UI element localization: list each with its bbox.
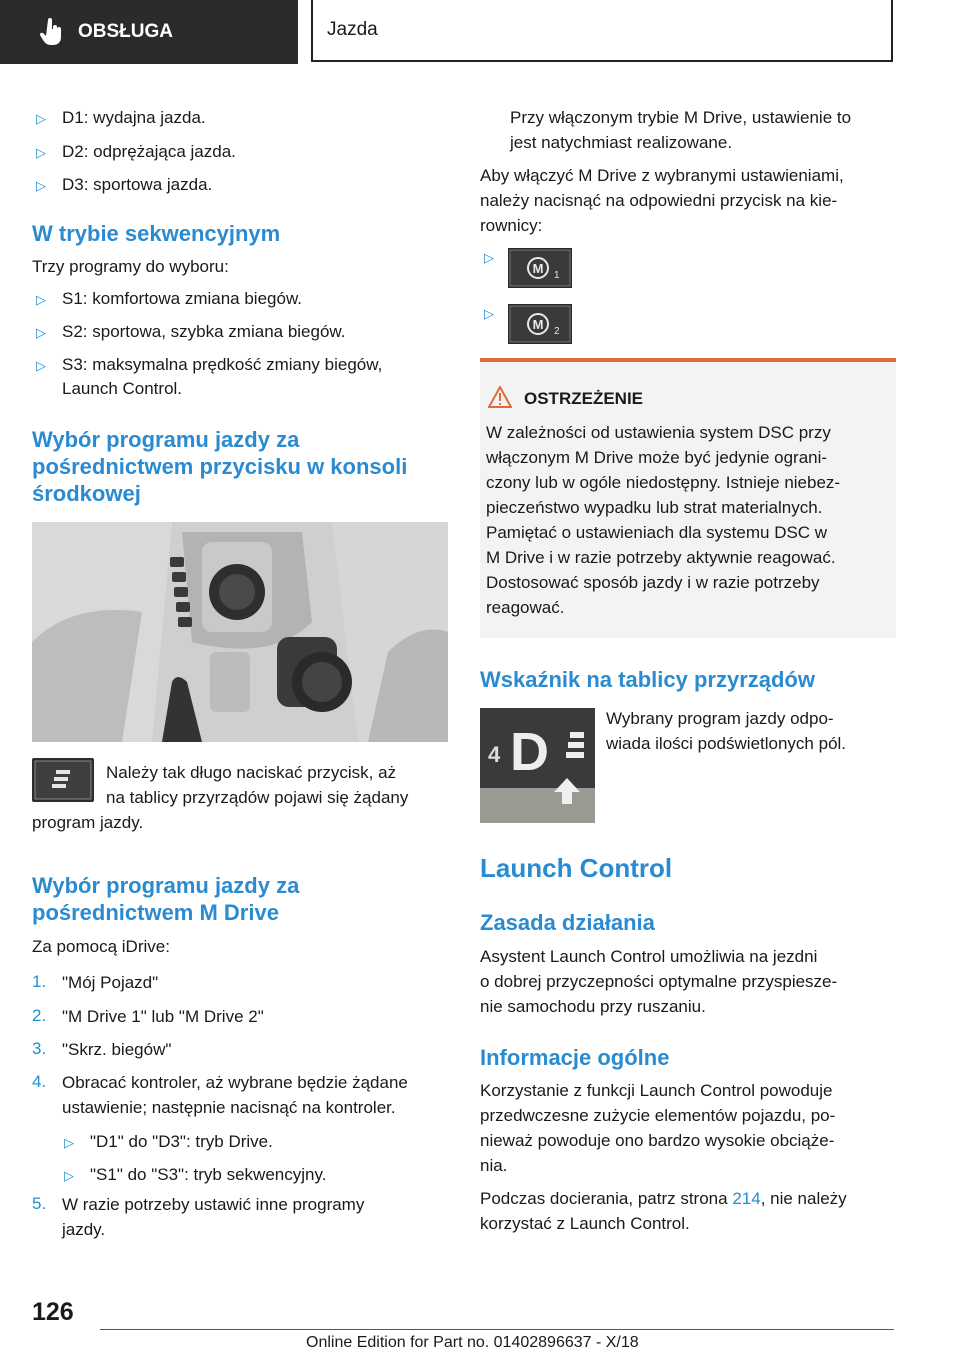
list-item: S1: komfortowa zmiana biegów. (62, 289, 303, 308)
bullet-icon: ▷ (484, 306, 494, 321)
bullet-icon: ▷ (36, 178, 46, 193)
paragraph-line: rownicy: (480, 216, 543, 235)
warning-triangle-icon (488, 386, 512, 408)
sub-list-item: "S1" do "S3": tryb sekwencyjny. (90, 1165, 327, 1184)
warning-line: Pamiętać o ustawieniach dla systemu DSC w (486, 523, 828, 542)
list-item: S2: sportowa, szybka zmiana biegów. (62, 322, 346, 341)
step-text: "Mój Pojazd" (62, 973, 159, 992)
step-text-continuation: ustawienie; następnie nacisnąć na kontroler. (62, 1098, 396, 1117)
section-tab (0, 0, 298, 64)
step-number: 3. (32, 1039, 47, 1058)
svg-text:M: M (532, 317, 544, 332)
list-item: D1: wydajna jazda. (62, 108, 206, 127)
bullet-icon: ▷ (36, 325, 46, 340)
list-item: S3: maksymalna prędkość zmiany biegów, (62, 355, 383, 374)
paragraph-line: nie samochodu przy ruszaniu. (480, 997, 706, 1016)
heading-mdrive-line: pośrednictwem M Drive (32, 900, 279, 925)
paragraph-line: nieważ powoduje ono bardzo wysokie obciąże- (480, 1131, 835, 1150)
paragraph-line: Korzystanie z funkcji Launch Control powoduje (480, 1081, 833, 1100)
step-number: 2. (32, 1006, 47, 1025)
paragraph: Trzy programy do wyboru: (32, 257, 229, 276)
heading-console-line: pośrednictwem przycisku w konsoli (32, 454, 408, 479)
breakin-text-end: , nie należy (760, 1189, 847, 1208)
paragraph: Za pomocą iDrive: (32, 937, 170, 956)
step-number: 5. (32, 1194, 47, 1213)
paragraph-line: o dobrej przyczepności optymalne przyspiesze- (480, 972, 838, 991)
heading-launch-control: Launch Control (480, 853, 673, 883)
breakin-text: Podczas docierania, patrz strona (480, 1189, 733, 1208)
bullet-icon: ▷ (36, 111, 46, 126)
paragraph-line: Wybrany program jazdy odpo- (606, 709, 834, 728)
list-item: D2: odprężająca jazda. (62, 142, 236, 161)
paragraph-line: należy nacisnąć na odpowiedni przycisk na kie- (480, 191, 838, 210)
step-text: W razie potrzeby ustawić inne programy (62, 1195, 365, 1214)
m1-button-icon (508, 248, 572, 288)
page-link[interactable]: 214 (732, 1189, 761, 1208)
paragraph-line: program jazdy. (32, 813, 144, 832)
sub-list-item: "D1" do "D3": tryb Drive. (90, 1132, 273, 1151)
up-arrow-icon (552, 776, 582, 806)
chapter-title: Jazda (311, 0, 893, 62)
program-bars-icon (560, 728, 590, 768)
bullet-icon: ▷ (484, 250, 494, 265)
paragraph-line: nia. (480, 1156, 508, 1175)
paragraph-line: Przy włączonym trybie M Drive, ustawienie to (510, 108, 852, 127)
driving-program-button-icon (32, 758, 94, 802)
bullet-icon: ▷ (64, 1135, 74, 1150)
paragraph-line: Należy tak długo naciskać przycisk, aż (106, 763, 397, 782)
section-label: OBSŁUGA (78, 21, 173, 42)
warning-line: włączonym M Drive może być jedynie ograni- (486, 448, 828, 467)
paragraph-line: korzystać z Launch Control. (480, 1214, 690, 1233)
gear-number: 4 (488, 742, 501, 767)
step-text-continuation: jazdy. (62, 1220, 106, 1239)
heading-console-line: środkowej (32, 481, 141, 506)
paragraph-line: Asystent Launch Control umożliwia na jezdni (480, 947, 818, 966)
svg-text:M: M (532, 261, 544, 276)
heading-mdrive: Wybór programu jazdy za (32, 873, 300, 898)
instrument-indicator-image (480, 708, 595, 823)
heading-principle: Zasada działania (480, 910, 655, 935)
warning-title: OSTRZEŻENIE (524, 389, 644, 408)
svg-text:1: 1 (554, 270, 560, 281)
warning-line: pieczeństwo wypadku lub strat materialnych. (486, 498, 823, 517)
footer-edition: Online Edition for Part no. 01402896637 - X/18 (306, 1334, 639, 1351)
heading-sequential: W trybie sekwencyjnym (32, 221, 281, 246)
heading-indicator: Wskaźnik na tablicy przyrządów (480, 667, 815, 692)
page-number: 126 (32, 1298, 74, 1326)
heading-console: Wybór programu jazdy za (32, 427, 300, 452)
bullet-icon: ▷ (36, 358, 46, 373)
center-console-photo (32, 522, 448, 742)
bullet-icon: ▷ (36, 292, 46, 307)
drive-mode-letter: D (510, 722, 549, 782)
hand-pointer-icon (40, 18, 64, 46)
warning-line: W zależności od ustawienia system DSC przy (486, 423, 831, 442)
warning-line: reagować. (486, 598, 565, 617)
paragraph-line: przedwczesne zużycie elementów pojazdu, po- (480, 1106, 836, 1125)
list-item-continuation: Launch Control. (62, 379, 183, 398)
paragraph-line (480, 1186, 847, 1211)
bullet-icon: ▷ (36, 145, 46, 160)
paragraph-line: na tablicy przyrządów pojawi się żądany (106, 788, 409, 807)
svg-text:2: 2 (554, 326, 560, 337)
bullet-icon: ▷ (64, 1168, 74, 1183)
paragraph-line: jest natychmiast realizowane. (510, 133, 733, 152)
list-item: D3: sportowa jazda. (62, 175, 213, 194)
heading-general: Informacje ogólne (480, 1045, 670, 1070)
step-text: "M Drive 1" lub "M Drive 2" (62, 1007, 264, 1026)
warning-line: czony lub w ogóle niedostępny. Istnieje niebez- (486, 473, 841, 492)
m2-button-icon (508, 304, 572, 344)
step-number: 1. (32, 972, 47, 991)
step-text: Obracać kontroler, aż wybrane będzie żądane (62, 1073, 408, 1092)
paragraph-line: Aby włączyć M Drive z wybranymi ustawieniami, (480, 166, 844, 185)
step-text: "Skrz. biegów" (62, 1040, 172, 1059)
footer-divider (100, 1329, 894, 1330)
warning-line: Dostosować sposób jazdy i w razie potrzeby (486, 573, 820, 592)
warning-line: M Drive i w razie potrzeby aktywnie reagować. (486, 548, 836, 567)
step-number: 4. (32, 1072, 47, 1091)
paragraph-line: wiada ilości podświetlonych pól. (606, 734, 847, 753)
